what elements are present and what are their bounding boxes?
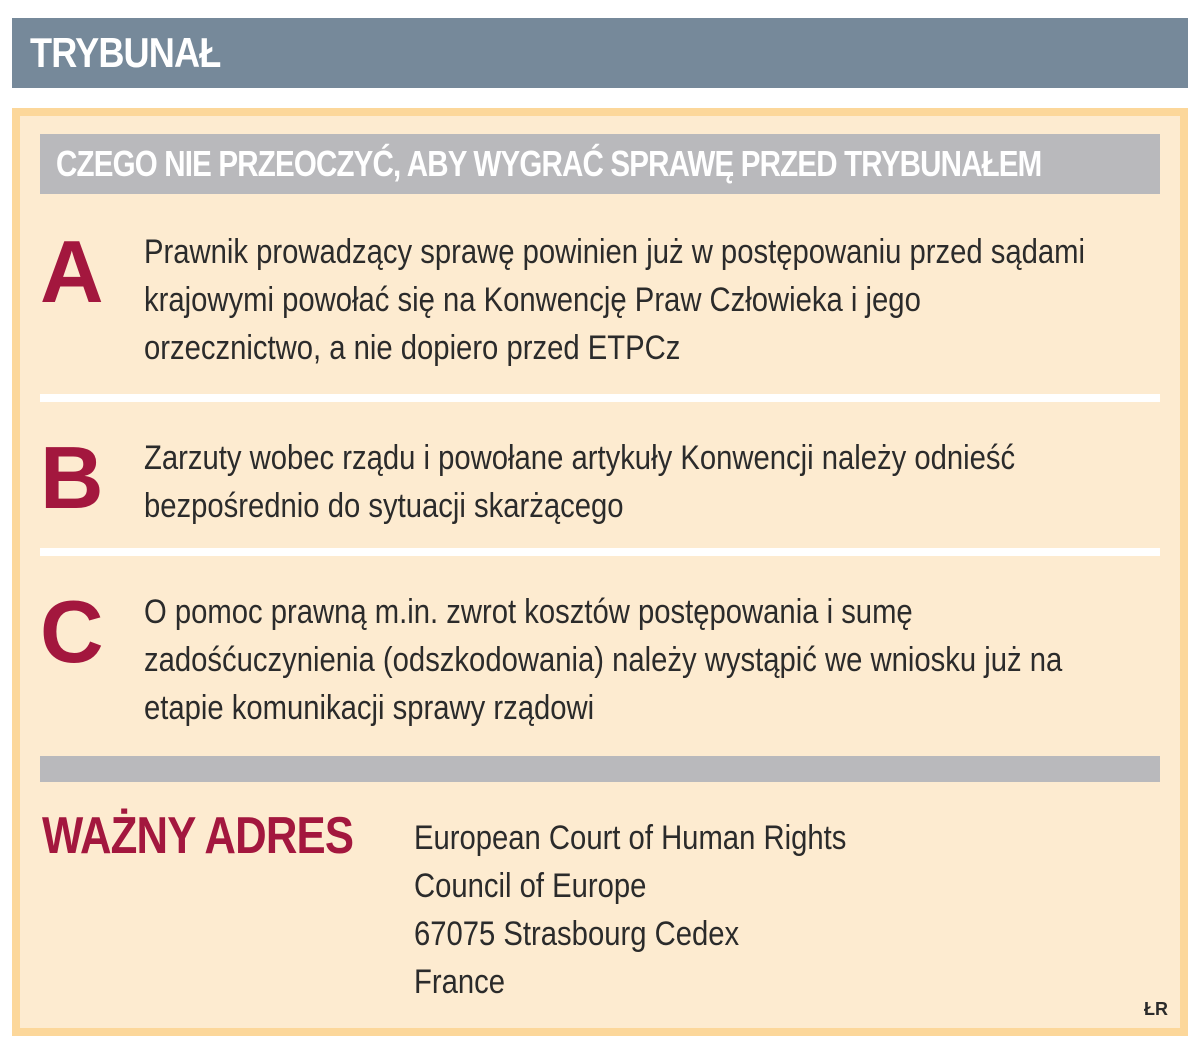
item-text: Zarzuty wobec rządu i powołane artykuły Konwencji należy odnieść bezpośrednio do sytuacji skarżącego xyxy=(144,439,1016,525)
item-divider xyxy=(40,548,1160,556)
address-line: Council of Europe xyxy=(414,867,647,905)
section-title-bar xyxy=(40,134,1160,194)
author-signature: ŁR xyxy=(1144,999,1168,1019)
info-panel xyxy=(12,108,1188,1036)
address-line: European Court of Human Rights xyxy=(414,819,847,857)
address-line: France xyxy=(414,963,506,1001)
header-bar xyxy=(12,18,1188,88)
item-letter: C xyxy=(40,582,104,681)
address-heading: WAŻNY ADRES xyxy=(42,807,354,865)
item-letter: A xyxy=(40,222,104,321)
item-text: O pomoc prawną m.in. zwrot kosztów postępowania i sumę zadośćuczynienia (odszkodowania) należy wystąpić we wniosku już na etapie komunikacji sprawy rządowi xyxy=(144,593,1063,727)
item-text: Prawnik prowadzący sprawę powinien już w postępowaniu przed sądami krajowymi powołać się na Konwencję Praw Człowieka i jego orzecznictwo, a nie dopiero przed ETPCz xyxy=(144,233,1086,367)
section-title: CZEGO NIE PRZEOCZYĆ, ABY WYGRAĆ SPRAWĘ PRZED TRYBUNAŁEM xyxy=(56,143,1042,184)
item-divider xyxy=(40,394,1160,402)
address-line: 67075 Strasbourg Cedex xyxy=(414,915,740,953)
section-divider xyxy=(40,756,1160,782)
item-letter: B xyxy=(40,428,104,527)
address-block xyxy=(414,814,846,1006)
header-title: TRYBUNAŁ xyxy=(30,29,221,76)
